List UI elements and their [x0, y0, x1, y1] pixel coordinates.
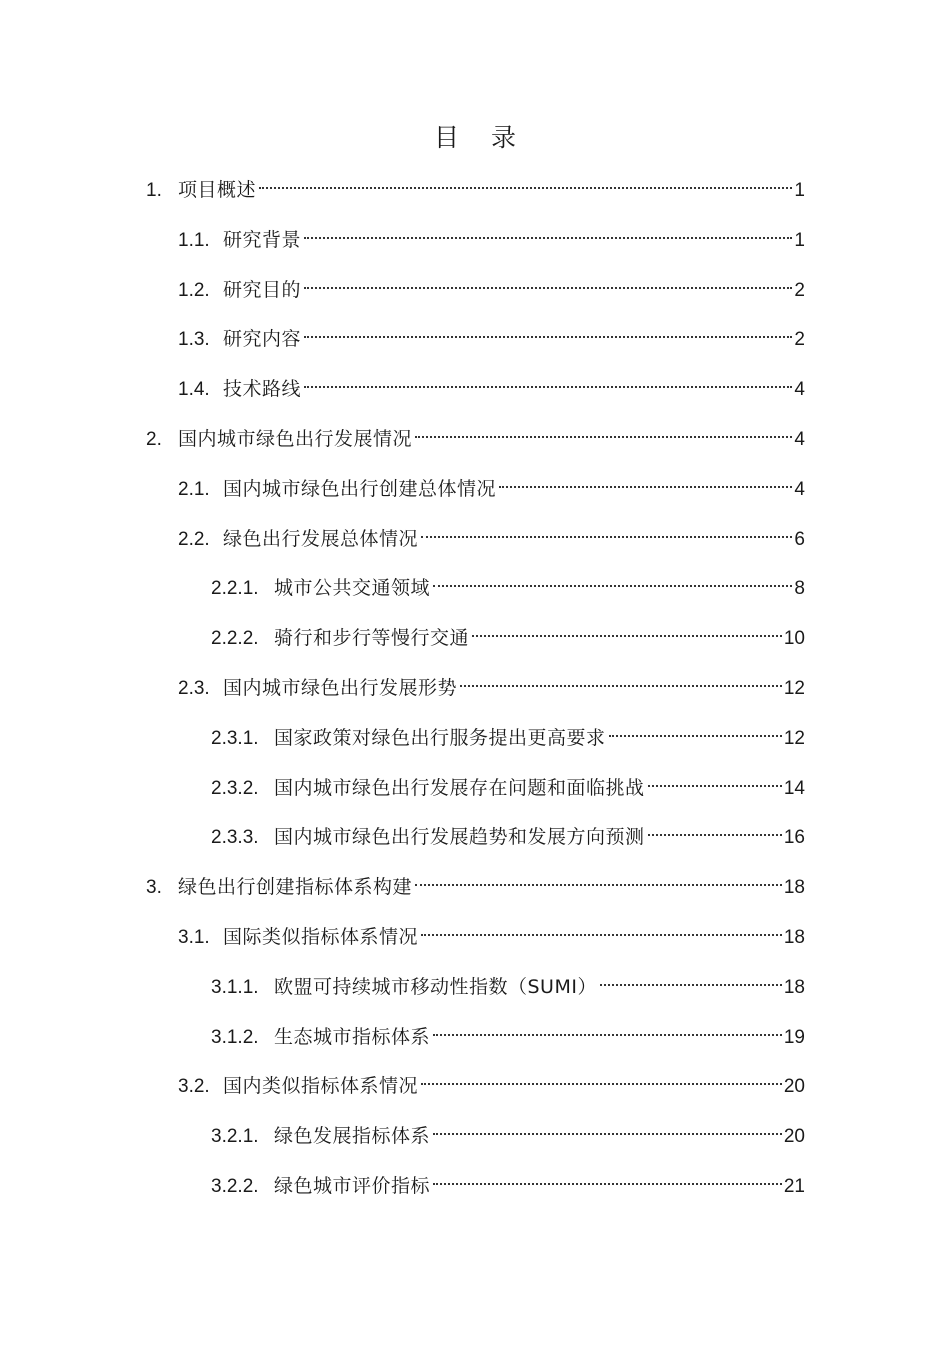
- toc-entry-page: 10: [783, 628, 805, 650]
- toc-entry-number: 3.1.: [178, 927, 210, 948]
- toc-entry-page: 4: [794, 429, 805, 450]
- toc-entry-page: 1: [794, 229, 805, 251]
- toc-entry-title: 生态城市指标体系: [274, 1025, 431, 1048]
- toc-entry-number: 1.3.: [178, 329, 210, 351]
- toc-dot-leader: [609, 714, 782, 744]
- toc-entry[interactable]: [178, 664, 805, 699]
- toc-entry-title: 国内城市绿色出行发展形势: [223, 677, 458, 699]
- toc-entry[interactable]: [178, 913, 805, 948]
- toc-entry-page: 16: [783, 827, 805, 849]
- toc-entry[interactable]: [178, 266, 805, 301]
- toc-entry-title: 国际类似指标体系情况: [223, 926, 419, 948]
- toc-entry-page: 12: [783, 678, 805, 699]
- toc-dot-leader: [600, 963, 782, 993]
- toc-entry-page: 14: [783, 777, 805, 799]
- toc-entry-number: 3.2.1.: [211, 1126, 259, 1148]
- toc-entry-title: 技术路线: [223, 378, 302, 401]
- toc-entry-number: 2.1.: [178, 478, 210, 500]
- toc-entry[interactable]: [211, 764, 805, 799]
- toc-entry[interactable]: [146, 415, 805, 450]
- toc-entry-page: 19: [783, 1026, 805, 1048]
- toc-entry-title: 研究背景: [223, 228, 302, 251]
- toc-entry-number: 3.1.2.: [211, 1026, 259, 1048]
- toc-entry-page: 8: [794, 578, 805, 600]
- toc-entry-number: 2.3.: [178, 678, 210, 699]
- toc-entry-page: 20: [783, 1126, 805, 1148]
- toc-entry-title: 绿色出行发展总体情况: [223, 527, 419, 550]
- toc-entry-title: 国内城市绿色出行发展存在问题和面临挑战: [274, 776, 645, 799]
- toc-entry-page: 2: [794, 329, 805, 351]
- toc-entry-number: 3.2.2.: [211, 1176, 259, 1197]
- toc-entry[interactable]: [178, 216, 805, 251]
- toc-entry-page: 4: [794, 379, 805, 401]
- toc-entry[interactable]: [178, 315, 805, 351]
- toc-entry-page: 21: [783, 1176, 805, 1197]
- toc-entry-number: 1.4.: [178, 379, 210, 401]
- toc-entry-title: 研究目的: [223, 278, 302, 301]
- toc-entry-number: 2.2.: [178, 528, 210, 550]
- toc-entry[interactable]: [211, 1162, 805, 1197]
- toc-entry-title: 项目概述: [178, 179, 257, 201]
- toc-dot-leader: [648, 813, 782, 843]
- toc-dot-leader: [415, 415, 792, 445]
- toc-dot-leader: [259, 166, 792, 196]
- toc-entry-page: 12: [783, 727, 805, 749]
- toc-entry[interactable]: [211, 614, 805, 650]
- toc-entry[interactable]: [211, 1112, 805, 1148]
- toc-entry-title: 绿色出行创建指标体系构建: [178, 876, 413, 899]
- toc-entry-page: 20: [783, 1076, 805, 1098]
- toc-entry-title: 骑行和步行等慢行交通: [274, 627, 470, 650]
- toc-entry-number: 1.: [146, 180, 162, 201]
- toc-entry-page: 18: [783, 976, 805, 998]
- toc-entry-title: 绿色城市评价指标: [274, 1175, 431, 1197]
- toc-entry[interactable]: [211, 1013, 805, 1048]
- toc-dot-leader: [421, 515, 792, 545]
- toc-entry[interactable]: [178, 1062, 805, 1098]
- toc-entry-number: 2.3.1.: [211, 727, 259, 749]
- toc-entry-title: 研究内容: [223, 328, 302, 351]
- toc-entry-title: 国内类似指标体系情况: [223, 1075, 419, 1098]
- toc-entry-title: 国内城市绿色出行发展情况: [178, 428, 413, 450]
- toc-entry[interactable]: [178, 365, 805, 401]
- toc-entry-number: 2.: [146, 429, 162, 450]
- toc-entry-number: 1.2.: [178, 279, 210, 301]
- toc-entry-number: 3.2.: [178, 1076, 210, 1098]
- toc-entry-title: 绿色发展指标体系: [274, 1125, 431, 1148]
- toc-dot-leader: [472, 614, 782, 644]
- toc-dot-leader: [648, 764, 782, 794]
- toc-entry-page: 18: [783, 927, 805, 948]
- toc-entry-number: 2.3.2.: [211, 777, 259, 799]
- toc-dot-leader: [421, 913, 782, 943]
- toc-entry-page: 4: [794, 478, 805, 500]
- toc-entry[interactable]: [146, 863, 805, 899]
- toc-entry-number: 2.2.2.: [211, 628, 259, 650]
- toc-entry[interactable]: [211, 963, 805, 998]
- toc-entry-page: 18: [783, 877, 805, 899]
- toc-dot-leader: [460, 664, 782, 694]
- toc-entry-number: 2.2.1.: [211, 578, 259, 600]
- toc-entry[interactable]: [211, 564, 805, 600]
- toc-entry-title: 欧盟可持续城市移动性指数（SUMI）: [274, 975, 597, 998]
- toc-entry-title: 国内城市绿色出行发展趋势和发展方向预测: [274, 826, 645, 849]
- toc-dot-leader: [304, 315, 792, 345]
- toc-entry-title: 国家政策对绿色出行服务提出更高要求: [274, 726, 606, 749]
- toc-dot-leader: [304, 216, 792, 246]
- toc-dot-leader: [433, 1112, 782, 1142]
- toc-entry-number: 3.1.1.: [211, 976, 259, 998]
- toc-dot-leader: [433, 564, 792, 594]
- toc-dot-leader: [433, 1013, 782, 1043]
- toc-dot-leader: [499, 465, 792, 495]
- toc-dot-leader: [304, 365, 792, 395]
- toc-dot-leader: [433, 1162, 782, 1192]
- toc-title: 目 录: [434, 123, 528, 152]
- toc-entry-page: 2: [794, 279, 805, 301]
- toc-entry[interactable]: [211, 714, 805, 749]
- toc-entry[interactable]: [178, 465, 805, 500]
- toc-entry[interactable]: [211, 813, 805, 849]
- toc-entry-number: 3.: [146, 877, 162, 899]
- toc-dot-leader: [415, 863, 782, 893]
- toc-entry-page: 6: [794, 528, 805, 550]
- toc-entry-title: 国内城市绿色出行创建总体情况: [223, 477, 497, 500]
- toc-entry-page: 1: [794, 180, 805, 201]
- toc-dot-leader: [304, 266, 792, 296]
- toc-entry-number: 1.1.: [178, 229, 210, 251]
- toc-entry-number: 2.3.3.: [211, 827, 259, 849]
- toc-entry-title: 城市公共交通领域: [274, 577, 431, 600]
- toc-dot-leader: [421, 1062, 782, 1092]
- toc-entry[interactable]: [178, 515, 805, 550]
- toc-entry[interactable]: [146, 166, 805, 201]
